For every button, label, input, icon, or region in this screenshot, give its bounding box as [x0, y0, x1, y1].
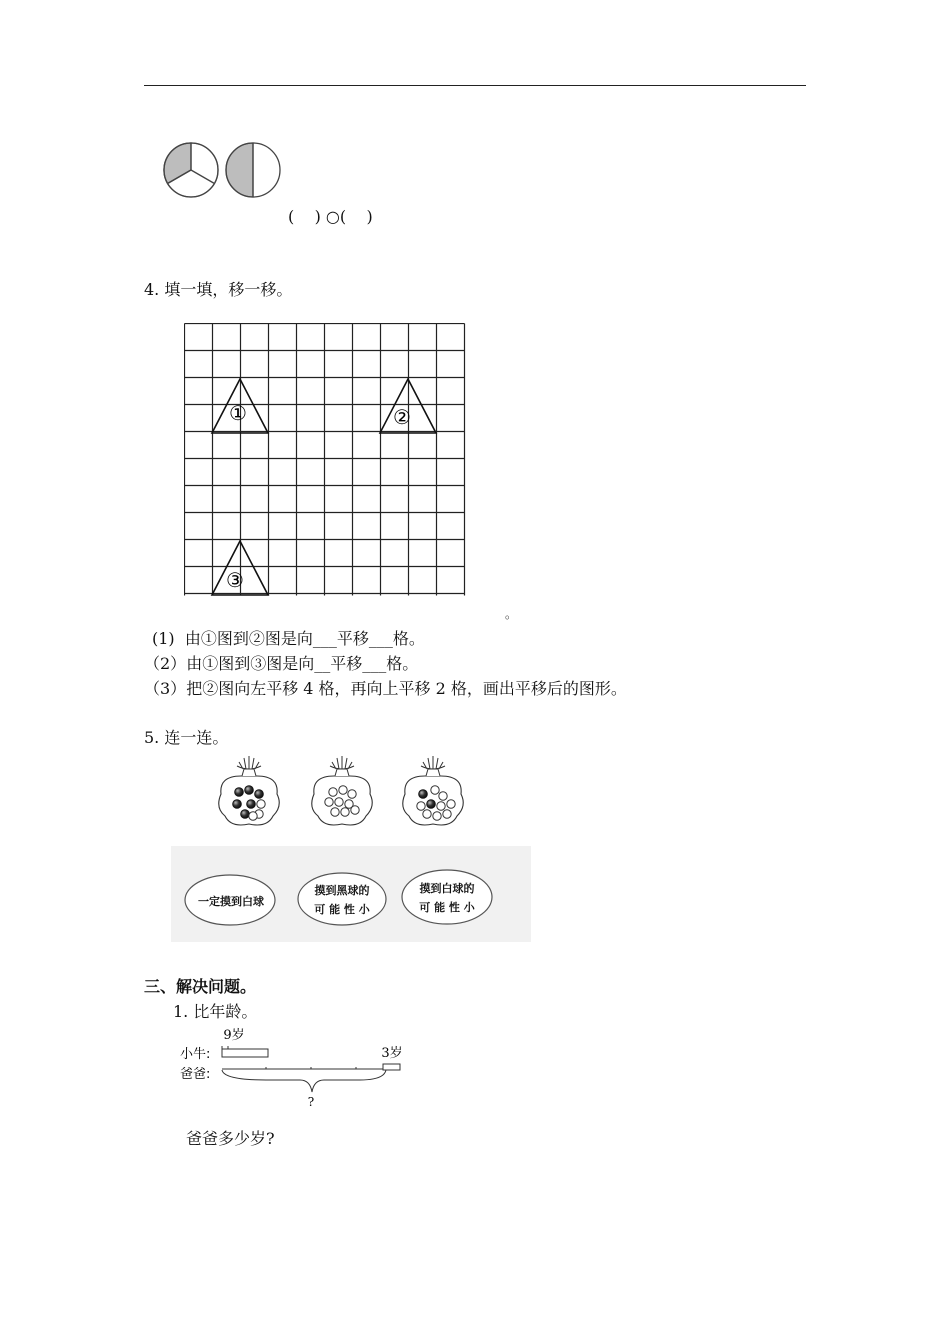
- option-2-line1: 摸到黑球的: [314, 884, 370, 897]
- q4-item-3: （3）把②图向左平移 4 格，再向上平移 2 格，画出平移后的图形。: [144, 679, 627, 698]
- option-3-line2: 可 能 性 小: [419, 901, 475, 914]
- calf-bar: [222, 1049, 268, 1057]
- q4-item-2: （2）由①图到③图是向__平移___格。: [144, 654, 419, 673]
- stray-mark: 。: [505, 607, 518, 621]
- q4-item-1: (1) 由①图到②图是向___平移___格。: [152, 629, 425, 648]
- white-ball: [431, 786, 439, 794]
- option-1-text: 一定摸到白球: [198, 895, 264, 908]
- white-ball: [348, 790, 356, 798]
- ball-bag-2: [312, 756, 373, 825]
- section-3-heading: 三、解决问题。: [144, 977, 257, 996]
- white-ball: [439, 792, 447, 800]
- white-ball: [335, 798, 343, 806]
- total-brace: [222, 1070, 386, 1092]
- s3-q1-question: 爸爸多少岁?: [186, 1129, 275, 1148]
- option-oval-2[interactable]: [298, 873, 386, 925]
- black-ball: [245, 786, 254, 795]
- q5-title: 5. 连一连。: [144, 728, 229, 747]
- calf-age-label: 9岁: [223, 1028, 245, 1043]
- black-ball: [247, 800, 256, 809]
- black-ball: [255, 790, 264, 799]
- age-line-diagram: [180, 1022, 410, 1112]
- white-ball: [339, 786, 347, 794]
- option-3-line1: 摸到白球的: [419, 882, 475, 895]
- white-ball: [433, 812, 441, 820]
- white-ball: [443, 810, 451, 818]
- white-ball: [437, 802, 445, 810]
- black-ball: [233, 800, 242, 809]
- label-1: ①: [229, 401, 247, 425]
- s3-q1-title: 1. 比年龄。: [173, 1002, 258, 1021]
- white-ball: [417, 802, 425, 810]
- circle-thirds: [164, 143, 218, 197]
- white-ball: [447, 800, 455, 808]
- option-oval-3[interactable]: [402, 870, 492, 924]
- ball-bag-1: [219, 756, 280, 825]
- dad-label: 爸爸:: [180, 1067, 211, 1082]
- white-ball: [341, 808, 349, 816]
- circle-halves: [226, 143, 280, 197]
- options-panel: [171, 846, 531, 942]
- calf-label: 小牛:: [180, 1047, 211, 1062]
- black-ball: [419, 790, 428, 799]
- ball-bag-3: [403, 756, 464, 825]
- white-ball: [249, 812, 257, 820]
- black-ball: [427, 800, 436, 809]
- black-ball: [235, 788, 244, 797]
- white-ball: [257, 800, 265, 808]
- fraction-compare: ( ) ○( ): [288, 207, 373, 226]
- extra-age-label: 3岁: [381, 1046, 403, 1061]
- top-rule: [144, 85, 806, 86]
- ball-bags: [215, 752, 475, 830]
- white-ball: [325, 798, 333, 806]
- label-3: ③: [226, 568, 244, 592]
- unknown-mark: ?: [307, 1095, 315, 1109]
- white-ball: [423, 810, 431, 818]
- translation-grid: [184, 323, 466, 597]
- white-ball: [329, 788, 337, 796]
- black-ball: [241, 810, 250, 819]
- white-ball: [331, 808, 339, 816]
- option-2-line2: 可 能 性 小: [314, 903, 370, 916]
- q4-title: 4. 填一填，移一移。: [144, 280, 293, 299]
- fraction-circles: [160, 142, 285, 204]
- white-ball: [351, 806, 359, 814]
- extra-bar: [383, 1064, 400, 1070]
- label-2: ②: [393, 405, 411, 429]
